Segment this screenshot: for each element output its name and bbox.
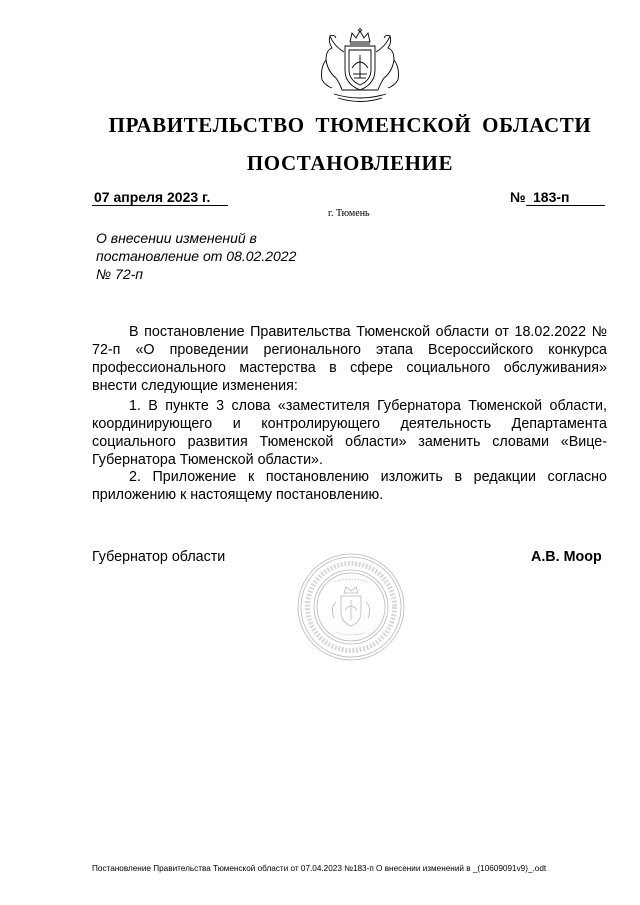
document-type-heading: ПОСТАНОВЛЕНИЕ [246, 151, 454, 175]
intro-paragraph: В постановление Правительства Тюменской области от 18.02.2022 № 72-п «О проведении регионального этапа Всероссийского конкурса профессионального мастерства в сфере социального обслуживания» внести следующие изменения: [92, 324, 607, 394]
signer-name: А.В. Моор [531, 549, 602, 565]
official-seal-icon [296, 552, 406, 662]
subject-line: О внесении изменений в [96, 230, 257, 246]
document-number: 183-п [533, 189, 570, 205]
document-subject [96, 229, 326, 283]
subject-line: постановление от 08.02.2022 [96, 248, 297, 264]
coat-of-arms-icon [312, 28, 408, 106]
document-footer: Постановление Правительства Тюменской области от 07.04.2023 №183-п О внесении изменений в _(10609091v9)_.odt [92, 864, 547, 873]
government-title: ПРАВИТЕЛЬСТВО ТЮМЕНСКОЙ ОБЛАСТИ [108, 113, 592, 137]
amendment-item-1: 1. В пункте 3 слова «заместителя Губернатора Тюменской области, координирующего и контролирующего деятельность Департамента социального развития Тюменской области» заменить словами «Вице-Губернатора Тюменской области». [92, 398, 607, 468]
document-date: 07 апреля 2023 г. [94, 189, 211, 205]
amendment-item-2: 2. Приложение к постановлению изложить в редакции согласно приложению к настоящему постановлению. [92, 469, 607, 503]
number-underline [526, 205, 605, 206]
date-underline [92, 205, 228, 206]
number-sign: № [510, 189, 526, 205]
subject-line: № 72-п [96, 266, 143, 282]
signer-title: Губернатор области [92, 549, 226, 565]
document-city: г. Тюмень [328, 208, 370, 219]
